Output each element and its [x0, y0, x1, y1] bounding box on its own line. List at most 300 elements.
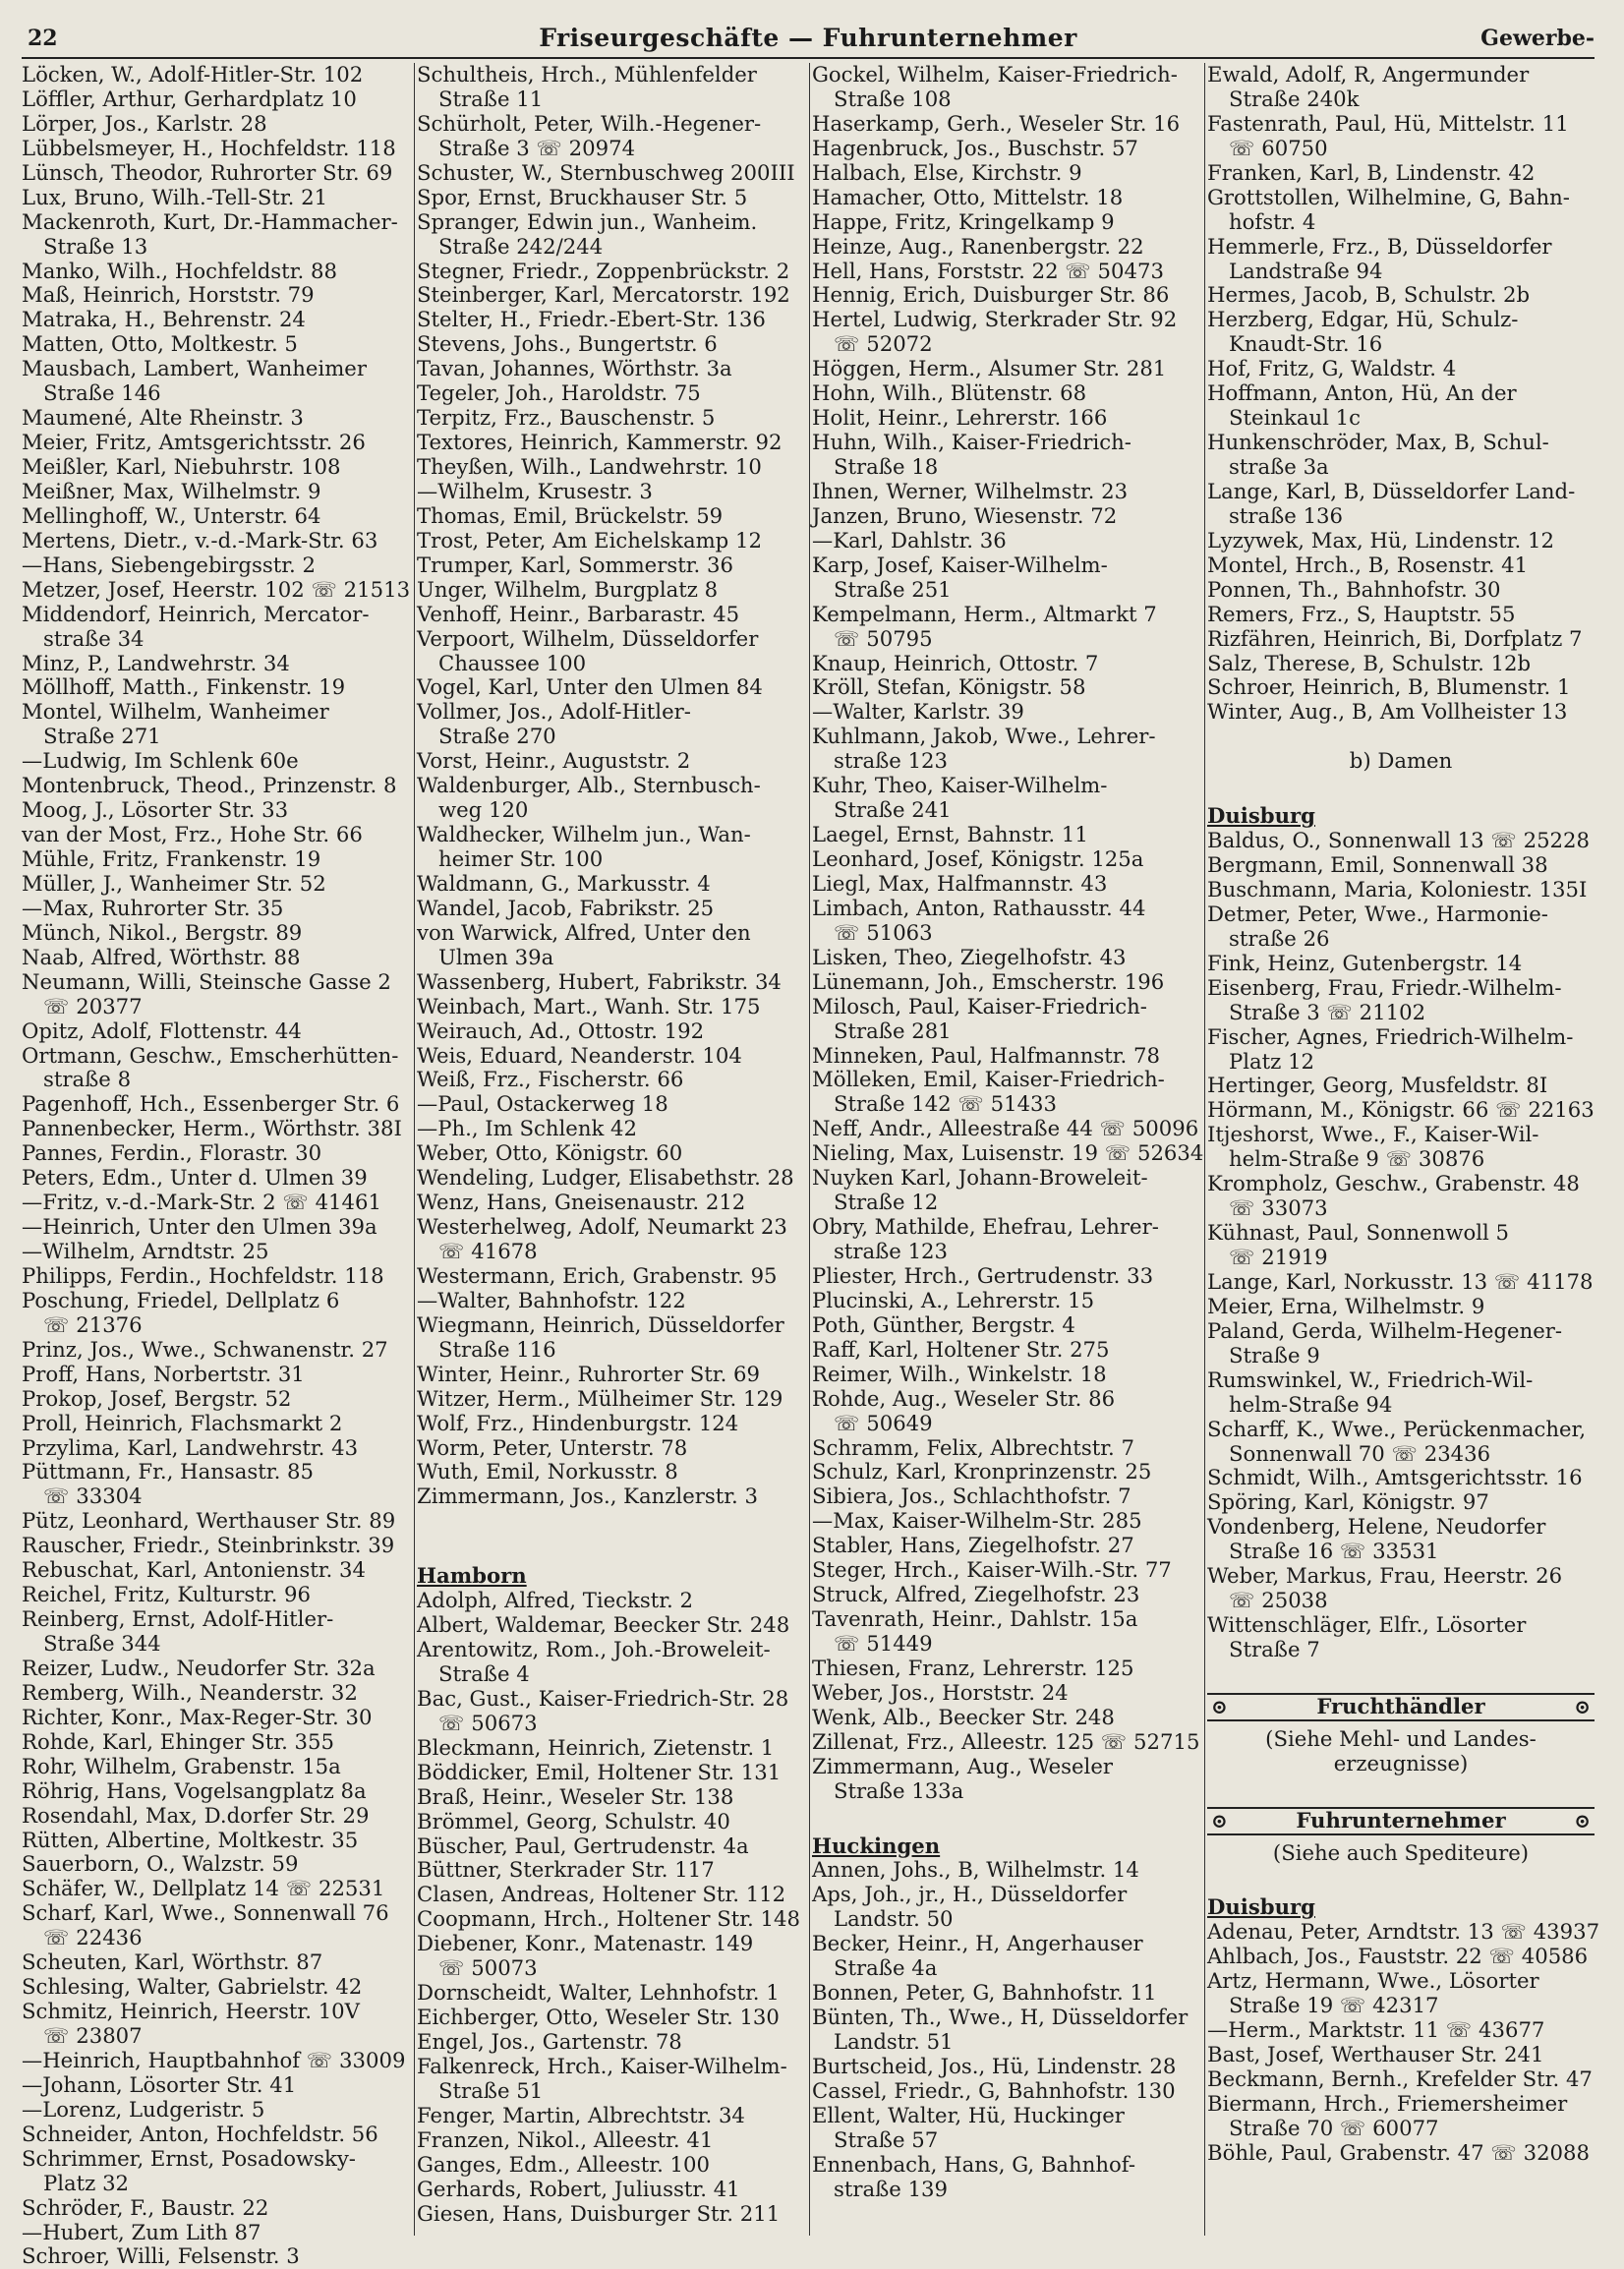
directory-entry: Proff, Hans, Norbertstr. 31 — [22, 1361, 305, 1386]
directory-entry: Pütz, Leonhard, Werthauser Str. 89 — [22, 1508, 396, 1534]
directory-entry: Lübbelsmeyer, H., Hochfeldstr. 118 — [22, 135, 396, 160]
entry-continuation: Chaussee 100 — [438, 650, 587, 675]
section-heading — [1207, 1807, 1595, 1835]
directory-entry: Annen, Johs., B, Wilhelmstr. 14 — [812, 1857, 1139, 1883]
directory-entry: Meier, Fritz, Amtsgerichtsstr. 26 — [22, 430, 366, 455]
directory-entry: Liegl, Max, Halfmannstr. 43 — [812, 870, 1108, 896]
entry-continuation: ☏ 60750 — [1229, 135, 1328, 160]
directory-entry: Pagenhoff, Hch., Essenberger Str. 6 — [22, 1091, 400, 1117]
directory-entry: Ahlbach, Jos., Fauststr. 22 ☏ 40586 — [1207, 1944, 1589, 1969]
directory-entry: Happe, Fritz, Kringelkamp 9 — [812, 208, 1115, 234]
directory-entry: Heinze, Aug., Ranenbergstr. 22 — [812, 233, 1144, 259]
directory-entry: Lünsch, Theodor, Ruhrorter Str. 69 — [22, 159, 393, 185]
city-heading: Duisburg — [1207, 1894, 1315, 1920]
entry-continuation: Straße 108 — [834, 86, 952, 111]
directory-entry: Weis, Eduard, Neanderstr. 104 — [417, 1042, 742, 1068]
directory-entry: Clasen, Andreas, Holtener Str. 112 — [417, 1882, 786, 1907]
entry-continuation: Straße 116 — [438, 1336, 556, 1362]
directory-entry: Meißler, Karl, Niebuhrstr. 108 — [22, 454, 341, 479]
directory-entry: Schroer, Willi, Felsenstr. 3 — [22, 2243, 300, 2269]
directory-entry: Coopmann, Hrch., Holtener Str. 148 — [417, 1906, 800, 1932]
section-heading-text: Fuhrunternehmer — [1296, 1807, 1506, 1833]
directory-entry: Löffler, Arthur, Gerhardplatz 10 — [22, 86, 357, 111]
directory-entry: Kuhlmann, Jakob, Wwe., Lehrer- — [812, 724, 1156, 749]
directory-entry: Winter, Aug., B, Am Vollheister 13 — [1207, 699, 1568, 725]
directory-entry: Schrimmer, Ernst, Posadowsky- — [22, 2145, 356, 2171]
directory-entry: Prinz, Jos., Wwe., Schwanenstr. 27 — [22, 1336, 388, 1362]
directory-entry: Nuyken Karl, Johann-Broweleit- — [812, 1165, 1148, 1191]
entry-continuation: straße 34 — [43, 625, 145, 651]
directory-entry: von Warwick, Alfred, Unter den — [417, 919, 751, 945]
directory-entry: Janzen, Bruno, Wiesenstr. 72 — [812, 502, 1118, 528]
spacer — [1207, 1776, 1595, 1801]
directory-entry: Struck, Alfred, Ziegelhofstr. 23 — [812, 1582, 1140, 1607]
directory-entry: Wassenberg, Hubert, Fabrikstr. 34 — [417, 968, 782, 994]
section-heading-text: Fruchthändler — [1316, 1693, 1485, 1718]
entry-continuation: Straße 12 — [834, 1190, 939, 1215]
spacer — [1207, 1866, 1595, 1891]
directory-entry: Mellinghoff, W., Unterstr. 64 — [22, 502, 321, 528]
directory-entry: Spöring, Karl, Königstr. 97 — [1207, 1489, 1489, 1515]
entry-continuation: straße 136 — [1229, 502, 1344, 528]
entry-continuation: helm-Straße 9 ☏ 30876 — [1229, 1146, 1485, 1172]
directory-entry: Weber, Jos., Horststr. 24 — [812, 1679, 1069, 1705]
directory-entry: Reichel, Fritz, Kulturstr. 96 — [22, 1582, 312, 1607]
directory-entry: Halbach, Else, Kirchstr. 9 — [812, 159, 1082, 185]
directory-entry: Schuster, W., Sternbuschweg 200III — [417, 159, 795, 185]
directory-entry: Ennenbach, Hans, G, Bahnhof- — [812, 2151, 1135, 2177]
directory-entry: Ihnen, Werner, Wilhelmstr. 23 — [812, 478, 1129, 503]
directory-entry: Matraka, H., Behrenstr. 24 — [22, 307, 306, 332]
directory-entry: Fink, Heinz, Gutenbergstr. 14 — [1207, 950, 1523, 975]
directory-entry: Mausbach, Lambert, Wanheimer — [22, 356, 367, 381]
entry-continuation: Straße 242/244 — [438, 233, 604, 259]
directory-entry: Baldus, O., Sonnenwall 13 ☏ 25228 — [1207, 828, 1590, 853]
directory-entry: Tegeler, Joh., Haroldstr. 75 — [417, 380, 701, 406]
directory-entry: Terpitz, Frz., Bauschenstr. 5 — [417, 405, 716, 431]
directory-entry: Müller, J., Wanheimer Str. 52 — [22, 870, 326, 896]
spacer — [1207, 774, 1595, 798]
directory-entry: Hennig, Erich, Duisburger Str. 86 — [812, 282, 1170, 308]
directory-entry: Püttmann, Fr., Hansastr. 85 — [22, 1459, 314, 1484]
directory-entry: Stabler, Hans, Ziegelhofstr. 27 — [812, 1533, 1134, 1558]
directory-entry: —Herm., Marktstr. 11 ☏ 43677 — [1207, 2017, 1545, 2043]
running-head: Gewerbe- — [1480, 26, 1595, 51]
directory-entry: Vogel, Karl, Unter den Ulmen 84 — [417, 674, 763, 700]
directory-entry: Stevens, Johs., Bungertstr. 6 — [417, 331, 718, 357]
directory-entry: Hof, Fritz, G, Waldstr. 4 — [1207, 356, 1457, 381]
directory-entry: Bast, Josef, Werthauser Str. 241 — [1207, 2042, 1544, 2067]
entry-continuation: Straße 7 — [1229, 1637, 1320, 1661]
directory-entry: Röhrig, Hans, Vogelsangplatz 8a — [22, 1777, 367, 1803]
directory-entry: Maß, Heinrich, Horststr. 79 — [22, 282, 315, 308]
entry-continuation: ☏ 41678 — [438, 1239, 538, 1263]
directory-entry: Adenau, Peter, Arndtstr. 13 ☏ 43937 — [1207, 1919, 1600, 1945]
directory-entry: Lörper, Jos., Karlstr. 28 — [22, 110, 267, 136]
directory-entry: Leonhard, Josef, Königstr. 125a — [812, 846, 1144, 871]
directory-entry: Manko, Wilh., Hochfeldstr. 88 — [22, 258, 337, 283]
entry-continuation: Straße 241 — [834, 797, 952, 823]
entry-continuation: ☏ 22436 — [43, 1925, 143, 1950]
column-3 — [812, 62, 1204, 2236]
directory-entry: Montel, Wilhelm, Wanheimer — [22, 699, 329, 725]
directory-entry: Löcken, W., Adolf-Hitler-Str. 102 — [22, 62, 364, 87]
directory-entry: Spor, Ernst, Bruckhauser Str. 5 — [417, 184, 748, 209]
directory-entry: Lange, Karl, B, Düsseldorfer Land- — [1207, 478, 1576, 503]
directory-entry: Böddicker, Emil, Holtener Str. 131 — [417, 1759, 782, 1784]
entry-continuation: Straße 4a — [834, 1955, 938, 1981]
directory-entry: Stelter, H., Friedr.-Ebert-Str. 136 — [417, 307, 766, 332]
directory-entry: Lünemann, Joh., Emscherstr. 196 — [812, 968, 1165, 994]
directory-entry: Milosch, Paul, Kaiser-Friedrich- — [812, 993, 1147, 1018]
directory-entry: Schäfer, W., Dellplatz 14 ☏ 22531 — [22, 1876, 385, 1901]
directory-entry: Kuhr, Theo, Kaiser-Wilhelm- — [812, 773, 1108, 798]
entry-continuation: heimer Str. 100 — [438, 846, 604, 871]
directory-entry: Schneider, Anton, Hochfeldstr. 56 — [22, 2121, 378, 2146]
directory-entry: Theyßen, Wilh., Landwehrstr. 10 — [417, 454, 762, 479]
entry-continuation: Straße 270 — [438, 724, 556, 749]
directory-entry: Nieling, Max, Luisenstr. 19 ☏ 52634 — [812, 1140, 1204, 1166]
directory-entry: —Wilhelm, Krusestr. 3 — [417, 478, 653, 503]
entry-continuation: straße 123 — [834, 748, 949, 774]
directory-entry: Wandel, Jacob, Fabrikstr. 25 — [417, 895, 715, 920]
entry-continuation: Straße 271 — [43, 724, 161, 749]
directory-entry: —Heinrich, Unter den Ulmen 39a — [22, 1214, 377, 1240]
directory-entry: Lyzywek, Max, Hü, Lindenstr. 12 — [1207, 527, 1554, 553]
entry-continuation: ☏ 51449 — [834, 1631, 933, 1656]
directory-entry: Weirauch, Ad., Ottostr. 192 — [417, 1018, 705, 1043]
directory-entry: Spranger, Edwin jun., Wanheim. — [417, 208, 758, 234]
directory-entry: Eisenberg, Frau, Friedr.-Wilhelm- — [1207, 974, 1562, 1000]
directory-entry: Remberg, Wilh., Neanderstr. 32 — [22, 1679, 358, 1705]
entry-continuation: Straße 344 — [43, 1631, 161, 1656]
directory-entry: Weinbach, Mart., Wanh. Str. 175 — [417, 993, 761, 1018]
directory-entry: Zimmermann, Aug., Weseler — [812, 1753, 1113, 1778]
directory-entry: —Ludwig, Im Schlenk 60e — [22, 748, 299, 774]
directory-entry: Hermes, Jacob, B, Schulstr. 2b — [1207, 282, 1531, 308]
directory-entry: Lisken, Theo, Ziegelhofstr. 43 — [812, 944, 1127, 969]
directory-entry: Minneken, Paul, Halfmannstr. 78 — [812, 1042, 1160, 1068]
directory-entry: Knaup, Heinrich, Ottostr. 7 — [812, 650, 1099, 675]
directory-entry: Trumper, Karl, Sommerstr. 36 — [417, 552, 733, 577]
column-2 — [417, 63, 806, 2236]
directory-entry: Schroer, Heinrich, B, Blumenstr. 1 — [1207, 674, 1571, 700]
entry-continuation: Straße 11 — [438, 86, 544, 111]
directory-entry: Neff, Andr., Alleestraße 44 ☏ 50096 — [812, 1116, 1199, 1141]
entry-continuation: ☏ 23807 — [43, 2023, 143, 2048]
directory-entry: Bleckmann, Heinrich, Zietenstr. 1 — [417, 1734, 775, 1760]
entry-continuation: ☏ 52072 — [834, 331, 933, 357]
directory-entry: Mertens, Dietr., v.-d.-Mark-Str. 63 — [22, 527, 378, 553]
directory-entry: Holit, Heinr., Lehrerstr. 166 — [812, 405, 1108, 431]
directory-entry: Fischer, Agnes, Friedrich-Wilhelm- — [1207, 1023, 1574, 1049]
directory-entry: Reinberg, Ernst, Adolf-Hitler- — [22, 1606, 334, 1632]
directory-entry: Proll, Heinrich, Flachsmarkt 2 — [22, 1410, 343, 1435]
directory-entry: Rauscher, Friedr., Steinbrinkstr. 39 — [22, 1533, 395, 1558]
entry-continuation: Landstr. 50 — [834, 1906, 954, 1932]
directory-entry: Arentowitz, Rom., Joh.-Broweleit- — [417, 1637, 771, 1661]
spacer — [812, 1804, 1201, 1829]
directory-entry: Hagenbruck, Jos., Buschstr. 57 — [812, 135, 1138, 160]
entry-continuation: Straße 251 — [834, 576, 952, 602]
directory-entry: Wolf, Frz., Hindenburgstr. 124 — [417, 1410, 739, 1435]
directory-entry: —Hans, Siebengebirgsstr. 2 — [22, 552, 317, 577]
directory-entry: Stegner, Friedr., Zoppenbrückstr. 2 — [417, 258, 790, 283]
directory-entry: —Hubert, Zum Lith 87 — [22, 2219, 261, 2244]
directory-entry: Schramm, Felix, Albrechtstr. 7 — [812, 1434, 1134, 1460]
directory-entry: Möllhoff, Matth., Finkenstr. 19 — [22, 674, 346, 700]
entry-continuation: ☏ 33304 — [43, 1484, 143, 1509]
directory-entry: —Wilhelm, Arndtstr. 25 — [22, 1239, 269, 1263]
directory-entry: Lux, Bruno, Wilh.-Tell-Str. 21 — [22, 184, 328, 209]
directory-entry: Schürholt, Peter, Wilh.-Hegener- — [417, 110, 762, 136]
directory-entry: Rohde, Aug., Weseler Str. 86 — [812, 1385, 1116, 1411]
page-number: 22 — [28, 26, 58, 51]
directory-entry: Hemmerle, Frz., B, Düsseldorfer — [1207, 233, 1552, 259]
directory-entry: Hamacher, Otto, Mittelstr. 18 — [812, 184, 1124, 209]
directory-entry: Ortmann, Geschw., Emscherhütten- — [22, 1042, 399, 1068]
directory-entry: Prokop, Josef, Bergstr. 52 — [22, 1385, 292, 1411]
directory-entry: Itjeshorst, Wwe., F., Kaiser-Wil- — [1207, 1122, 1539, 1147]
entry-continuation: Straße 133a — [834, 1777, 964, 1803]
directory-entry: Ellent, Walter, Hü, Huckinger — [812, 2102, 1125, 2127]
directory-entry: Wiegmann, Heinrich, Düsseldorfer — [417, 1311, 784, 1337]
directory-entry: Poth, Günther, Bergstr. 4 — [812, 1311, 1075, 1337]
directory-entry: Büttner, Sterkrader Str. 117 — [417, 1857, 715, 1883]
directory-entry: —Paul, Ostackerweg 18 — [417, 1091, 668, 1117]
directory-entry: Pliester, Hrch., Gertrudenstr. 33 — [812, 1262, 1154, 1288]
directory-entry: Haserkamp, Gerh., Weseler Str. 16 — [812, 110, 1181, 136]
directory-entry: Vorst, Heinr., Auguststr. 2 — [417, 748, 691, 774]
entry-continuation: Platz 12 — [1229, 1048, 1315, 1074]
directory-entry: Sibiera, Jos., Schlachthofstr. 7 — [812, 1484, 1131, 1509]
directory-entry: Matten, Otto, Moltkestr. 5 — [22, 331, 298, 357]
directory-entry: Buschmann, Maria, Koloniestr. 135I — [1207, 876, 1588, 902]
directory-entry: Eichberger, Otto, Weseler Str. 130 — [417, 2005, 780, 2030]
entry-continuation: Platz 32 — [43, 2170, 130, 2195]
directory-entry: Bonnen, Peter, G, Bahnhofstr. 11 — [812, 1980, 1157, 2006]
entry-continuation: straße 3a — [1229, 454, 1329, 479]
directory-entry: Westerhelweg, Adolf, Neumarkt 23 — [417, 1214, 787, 1240]
circle-dot-icon: ⊙ — [1574, 1694, 1591, 1718]
entry-continuation: ☏ 50649 — [834, 1410, 933, 1435]
entry-continuation: ☏ 21376 — [43, 1311, 143, 1337]
directory-entry: Bac, Gust., Kaiser-Friedrich-Str. 28 — [417, 1685, 789, 1711]
directory-entry: Zimmermann, Jos., Kanzlerstr. 3 — [417, 1484, 759, 1509]
entry-continuation: straße 139 — [834, 2176, 949, 2201]
entry-continuation: weg 120 — [438, 797, 529, 823]
directory-entry: Ewald, Adolf, R, Angermunder — [1207, 62, 1530, 87]
directory-entry: Beckmann, Bernh., Krefelder Str. 47 — [1207, 2066, 1593, 2091]
directory-entry: Schlesing, Walter, Gabrielstr. 42 — [22, 1974, 363, 2000]
column-divider — [1204, 63, 1205, 2236]
entry-continuation: ☏ 50073 — [438, 1955, 538, 1981]
directory-entry: Wittenschläger, Elfr., Lösorter — [1207, 1612, 1527, 1638]
directory-entry: Remers, Frz., S, Hauptstr. 55 — [1207, 601, 1516, 626]
directory-entry: Brömmel, Georg, Schulstr. 40 — [417, 1808, 730, 1833]
directory-entry: Pannenbecker, Herm., Wörthstr. 38I — [22, 1116, 402, 1141]
entry-continuation: Straße 4 — [438, 1660, 530, 1686]
directory-entry: Cassel, Friedr., G, Bahnhofstr. 130 — [812, 2077, 1176, 2103]
directory-entry: Winter, Heinr., Ruhrorter Str. 69 — [417, 1361, 761, 1386]
city-heading: Duisburg — [1207, 803, 1315, 829]
directory-entry: Venhoff, Heinr., Barbarastr. 45 — [417, 601, 740, 626]
directory-entry: Bünten, Th., Wwe., H, Düsseldorfer — [812, 2005, 1189, 2030]
city-heading: Hamborn — [417, 1563, 527, 1589]
directory-entry: Herzberg, Edgar, Hü, Schulz- — [1207, 307, 1519, 332]
spacer — [1207, 1662, 1595, 1687]
directory-entry: Unger, Wilhelm, Burgplatz 8 — [417, 576, 719, 602]
directory-entry: Wenk, Alb., Beecker Str. 248 — [812, 1704, 1115, 1729]
directory-entry: Raff, Karl, Holtener Str. 275 — [812, 1336, 1110, 1362]
entry-continuation: Straße 146 — [43, 380, 161, 406]
directory-entry: Zillenat, Frz., Alleestr. 125 ☏ 52715 — [812, 1728, 1200, 1754]
directory-entry: Naab, Alfred, Wörthstr. 88 — [22, 944, 301, 969]
page-header — [22, 22, 1595, 59]
entry-continuation: straße 8 — [43, 1067, 132, 1092]
directory-entry: Metzer, Josef, Heerstr. 102 ☏ 21513 — [22, 576, 411, 602]
directory-entry: Steger, Hrch., Kaiser-Wilh.-Str. 77 — [812, 1557, 1172, 1583]
section-note: (Siehe Mehl- und Landes- — [1265, 1725, 1537, 1751]
directory-entry: Detmer, Peter, Wwe., Harmonie- — [1207, 901, 1548, 926]
directory-entry: Opitz, Adolf, Flottenstr. 44 — [22, 1018, 302, 1043]
city-heading: Huckingen — [812, 1833, 941, 1858]
directory-entry: Weiß, Frz., Fischerstr. 66 — [417, 1067, 684, 1092]
directory-entry: Karp, Josef, Kaiser-Wilhelm- — [812, 552, 1108, 577]
column-divider — [414, 63, 415, 2236]
circle-dot-icon: ⊙ — [1574, 1808, 1591, 1833]
entry-continuation: hofstr. 4 — [1229, 208, 1316, 234]
directory-entry: Krompholz, Geschw., Grabenstr. 48 — [1207, 1171, 1580, 1196]
directory-entry: Hunkenschröder, Max, B, Schul- — [1207, 430, 1549, 455]
directory-entry: Lange, Karl, Norkusstr. 13 ☏ 41178 — [1207, 1268, 1594, 1294]
directory-entry: Kröll, Stefan, Königstr. 58 — [812, 674, 1086, 700]
directory-entry: Franken, Karl, B, Lindenstr. 42 — [1207, 159, 1536, 185]
directory-entry: Middendorf, Heinrich, Mercator- — [22, 601, 370, 626]
directory-entry: Kempelmann, Herm., Altmarkt 7 — [812, 601, 1157, 626]
entry-continuation: Ulmen 39a — [438, 944, 554, 969]
entry-continuation: Landstr. 51 — [834, 2029, 954, 2054]
entry-continuation: Straße 18 — [834, 454, 939, 479]
column-1 — [22, 62, 411, 2269]
directory-entry: Artz, Hermann, Wwe., Lösorter — [1207, 1968, 1539, 1994]
directory-entry: Reizer, Ludw., Neudorfer Str. 32a — [22, 1655, 376, 1680]
directory-entry: —Lorenz, Ludgeristr. 5 — [22, 2096, 265, 2122]
entry-continuation: straße 26 — [1229, 925, 1330, 951]
directory-entry: Weber, Otto, Königstr. 60 — [417, 1140, 683, 1166]
directory-entry: Verpoort, Wilhelm, Düsseldorfer — [417, 625, 759, 651]
directory-entry: Rosendahl, Max, D.dorfer Str. 29 — [22, 1802, 370, 1828]
entry-continuation: Straße 19 ☏ 42317 — [1229, 1993, 1439, 2018]
directory-entry: —Max, Kaiser-Wilhelm-Str. 285 — [812, 1508, 1142, 1534]
directory-entry: Thiesen, Franz, Lehrerstr. 125 — [812, 1655, 1134, 1680]
directory-entry: Neumann, Willi, Steinsche Gasse 2 — [22, 968, 391, 994]
directory-entry: Scharff, K., Wwe., Perückenmacher, — [1207, 1416, 1587, 1441]
directory-entry: Scharf, Karl, Wwe., Sonnenwall 76 — [22, 1900, 389, 1926]
directory-entry: van der Most, Frz., Hohe Str. 66 — [22, 822, 363, 847]
entry-continuation: Steinkaul 1c — [1229, 405, 1361, 431]
directory-entry: Weber, Markus, Frau, Heerstr. 26 — [1207, 1563, 1563, 1589]
directory-entry: Wuth, Emil, Norkusstr. 8 — [417, 1459, 678, 1484]
entry-continuation: Straße 142 ☏ 51433 — [834, 1091, 1058, 1117]
entry-continuation: Straße 57 — [834, 2126, 939, 2152]
directory-entry: Obry, Mathilde, Ehefrau, Lehrer- — [812, 1214, 1159, 1240]
entry-continuation: ☏ 25038 — [1229, 1588, 1328, 1613]
directory-entry: Hertinger, Georg, Musfeldstr. 8I — [1207, 1073, 1548, 1098]
entry-continuation: Straße 240k — [1229, 86, 1360, 111]
directory-entry: —Ph., Im Schlenk 42 — [417, 1116, 638, 1141]
directory-entry: Fastenrath, Paul, Hü, Mittelstr. 11 — [1207, 110, 1569, 136]
directory-entry: Worm, Peter, Unterstr. 78 — [417, 1434, 688, 1460]
page-title: Friseurgeschäfte — Fuhrunternehmer — [539, 24, 1077, 52]
column-4 — [1207, 62, 1600, 2236]
directory-entry: Westermann, Erich, Grabenstr. 95 — [417, 1262, 778, 1288]
directory-entry: Trost, Peter, Am Eichelskamp 12 — [417, 527, 762, 553]
circle-dot-icon: ⊙ — [1211, 1808, 1228, 1833]
directory-entry: Vollmer, Jos., Adolf-Hitler- — [417, 699, 691, 725]
directory-entry: Montel, Hrch., B, Rosenstr. 41 — [1207, 552, 1529, 577]
entry-continuation: Knaudt-Str. 16 — [1229, 331, 1383, 357]
directory-entry: —Max, Ruhrorter Str. 35 — [22, 895, 284, 920]
directory-entry: Limbach, Anton, Rathausstr. 44 — [812, 895, 1146, 920]
directory-entry: Hertel, Ludwig, Sterkrader Str. 92 — [812, 307, 1178, 332]
directory-entry: Minz, P., Landwehrstr. 34 — [22, 650, 290, 675]
section-note: erzeugnisse) — [1333, 1750, 1469, 1775]
directory-entry: Rohr, Wilhelm, Grabenstr. 15a — [22, 1753, 341, 1778]
directory-entry: Paland, Gerda, Wilhelm-Hegener- — [1207, 1317, 1563, 1343]
directory-entry: Huhn, Wilh., Kaiser-Friedrich- — [812, 430, 1131, 455]
directory-entry: Waldhecker, Wilhelm jun., Wan- — [417, 822, 751, 847]
directory-entry: Textores, Heinrich, Kammerstr. 92 — [417, 430, 783, 455]
directory-entry: Pannes, Ferdin., Florastr. 30 — [22, 1140, 322, 1166]
entry-continuation: ☏ 33073 — [1229, 1195, 1328, 1221]
directory-entry: Büscher, Paul, Gertrudenstr. 4a — [417, 1833, 749, 1858]
directory-entry: Laegel, Ernst, Bahnstr. 11 — [812, 822, 1088, 847]
directory-entry: Braß, Heinr., Weseler Str. 138 — [417, 1783, 734, 1809]
directory-entry: Peters, Edm., Unter d. Ulmen 39 — [22, 1165, 368, 1191]
directory-entry: Aps, Joh., jr., H., Düsseldorfer — [812, 1882, 1128, 1907]
directory-entry: Albert, Waldemar, Beecker Str. 248 — [417, 1612, 790, 1638]
directory-entry: Schulz, Karl, Kronprinzenstr. 25 — [812, 1459, 1152, 1484]
directory-entry: Hörmann, M., Königstr. 66 ☏ 22163 — [1207, 1097, 1595, 1123]
directory-entry: Przylima, Karl, Landwehrstr. 43 — [22, 1434, 359, 1460]
entry-continuation: ☏ 51063 — [834, 919, 933, 945]
directory-entry: Dornscheidt, Walter, Lehnhofstr. 1 — [417, 1980, 780, 2006]
directory-entry: Ponnen, Th., Bahnhofstr. 30 — [1207, 576, 1501, 602]
directory-entry: Rohde, Karl, Ehinger Str. 355 — [22, 1728, 334, 1754]
section-note: b) Damen — [1349, 748, 1453, 774]
entry-continuation: Straße 281 — [834, 1018, 952, 1043]
directory-entry: Philipps, Ferdin., Hochfeldstr. 118 — [22, 1262, 384, 1288]
directory-entry: Schmidt, Wilh., Amtsgerichtsstr. 16 — [1207, 1465, 1583, 1490]
directory-entry: Meißner, Max, Wilhelmstr. 9 — [22, 478, 321, 503]
directory-entry: Rumswinkel, W., Friedrich-Wil- — [1207, 1367, 1534, 1392]
directory-entry: Rebuschat, Karl, Antonienstr. 34 — [22, 1557, 366, 1583]
directory-entry: Montenbruck, Theod., Prinzenstr. 8 — [22, 773, 397, 798]
directory-entry: —Fritz, v.-d.-Mark-Str. 2 ☏ 41461 — [22, 1190, 381, 1215]
directory-entry: Falkenreck, Hrch., Kaiser-Wilhelm- — [417, 2053, 787, 2078]
directory-entry: Gerhards, Robert, Juliusstr. 41 — [417, 2176, 740, 2201]
directory-entry: —Karl, Dahlstr. 36 — [812, 527, 1007, 553]
directory-entry: Franzen, Nikol., Alleestr. 41 — [417, 2126, 714, 2152]
directory-entry: Salz, Therese, B, Schulstr. 12b — [1207, 650, 1532, 675]
directory-entry: Gockel, Wilhelm, Kaiser-Friedrich- — [812, 62, 1178, 87]
directory-entry: —Walter, Karlstr. 39 — [812, 699, 1024, 725]
directory-entry: Rizfähren, Heinrich, Bi, Dorfplatz 7 — [1207, 625, 1583, 651]
directory-entry: Tavan, Johannes, Wörthstr. 3a — [417, 356, 732, 381]
directory-entry: Adolph, Alfred, Tieckstr. 2 — [417, 1588, 693, 1613]
directory-entry: Rütten, Albertine, Moltkestr. 35 — [22, 1827, 359, 1852]
